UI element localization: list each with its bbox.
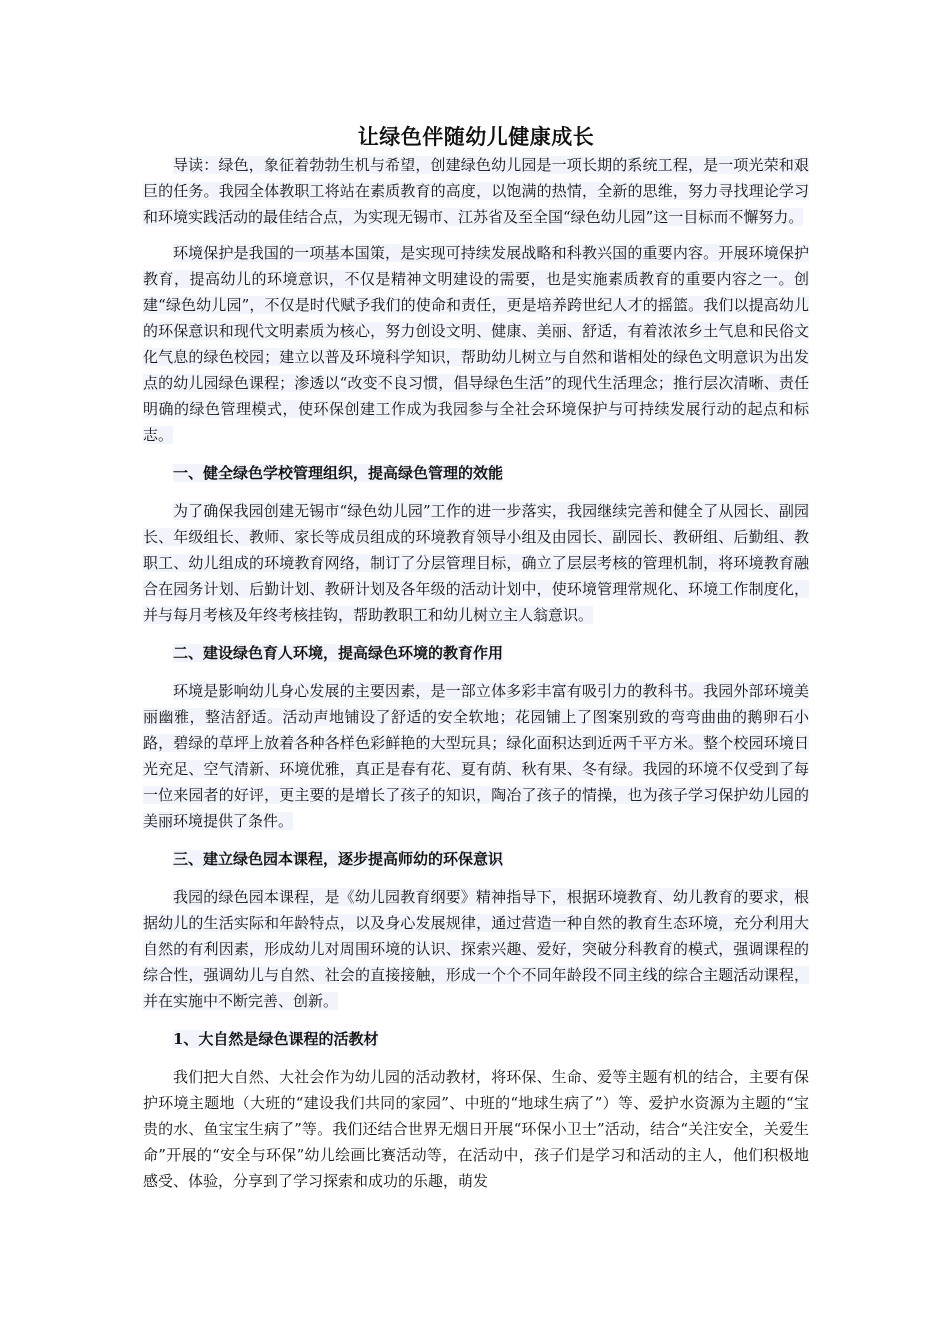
section-heading-4 (143, 1026, 809, 1052)
paragraph-2-text: 为了确保我园创建无锡市“绿色幼儿园”工作的进一步落实，我园继续完善和健全了从园长、副园长、年级组长、教师、家长等成员组成的环境教育领导小组及由园长、副园长、教研组、后勤组、教职工、幼儿组成的环境教育网络，制订了分层管理目标，确立了层层考核的管理机制，将环境教育融合在园务计划、后勤计划、教研计划及各年级的活动计划中，使环境管理常规化、环境工作制度化，并与每月考核及年终考核挂钩，帮助教职工和幼儿树立主人翁意识。 (143, 502, 809, 624)
paragraph-4 (143, 884, 809, 1014)
paragraph-3-text: 环境是影响幼儿身心发展的主要因素，是一部立体多彩丰富有吸引力的教科书。我园外部环境美丽幽雅，整洁舒适。活动声地铺设了舒适的安全软地；花园铺上了图案别致的弯弯曲曲的鹅卵石小路，碧绿的草坪上放着各种各样色彩鲜艳的大型玩具；绿化面积达到近两千平方米。整个校园环境日光充足、空气清新、环境优雅，真正是春有花、夏有荫、秋有果、冬有绿。我园的环境不仅受到了每一位来园者的好评，更主要的是增长了孩子的知识，陶冶了孩子的情操，也为孩子学习保护幼儿园的美丽环境提供了条件。 (143, 682, 809, 830)
section-heading-1 (143, 460, 809, 486)
paragraph-3 (143, 678, 809, 834)
section-heading-4-text: 1、大自然是绿色课程的活教材 (173, 1030, 379, 1048)
document-title: 让绿色伴随幼儿健康成长 (357, 124, 595, 149)
paragraph-2 (143, 498, 809, 628)
paragraph-1 (143, 240, 809, 448)
paragraph-4-text: 我园的绿色园本课程，是《幼儿园教育纲要》精神指导下，根据环境教育、幼儿教育的要求，根据幼儿的生活实际和年龄特点，以及身心发展规律，通过营造一种自然的教育生态环境，充分利用大自然的有利因素，形成幼儿对周围环境的认识、探索兴趣、爱好，突破分科教育的模式，强调课程的综合性，强调幼儿与自然、社会的直接接触，形成一个个不同年龄段不同主线的综合主题活动课程，并在实施中不断完善、创新。 (143, 888, 809, 1010)
section-heading-3-text: 三、建立绿色园本课程，逐步提高师幼的环保意识 (173, 850, 504, 868)
section-heading-3 (143, 846, 809, 872)
intro-paragraph (143, 152, 809, 230)
paragraph-5 (143, 1064, 809, 1194)
intro-text: 导读：绿色，象征着勃勃生机与希望，创建绿色幼儿园是一项长期的系统工程，是一项光荣和艰巨的任务。我园全体教职工将站在素质教育的高度，以饱满的热情，全新的思维，努力寻找理论学习和环境实践活动的最佳结合点，为实现无锡市、江苏省及至全国“绿色幼儿园”这一目标而不懈努力。 (143, 156, 809, 226)
section-heading-2-text: 二、建设绿色育人环境，提高绿色环境的教育作用 (173, 644, 504, 662)
section-heading-1-text: 一、健全绿色学校管理组织，提高绿色管理的效能 (173, 464, 504, 482)
paragraph-5-text: 我们把大自然、大社会作为幼儿园的活动教材，将环保、生命、爱等主题有机的结合，主要有保护环境主题地（大班的“建设我们共同的家园”、中班的“地球生病了”）等、爱护水资源为主题的“宝贵的水、鱼宝宝生病了”等。我们还结合世界无烟日开展“环保小卫士”活动，结合“关注安全，关爱生命”开展的“安全与环保”幼儿绘画比赛活动等，在活动中，孩子们是学习和活动的主人，他们积极地感受、体验，分享到了学习探索和成功的乐趣，萌发 (143, 1068, 809, 1190)
section-heading-2 (143, 640, 809, 666)
paragraph-1-text: 环境保护是我国的一项基本国策，是实现可持续发展战略和科教兴国的重要内容。开展环境保护教育，提高幼儿的环境意识，不仅是精神文明建设的需要，也是实施素质教育的重要内容之一。创建“绿色幼儿园”，不仅是时代赋予我们的使命和责任，更是培养跨世纪人才的摇篮。我们以提高幼儿的环保意识和现代文明素质为核心，努力创设文明、健康、美丽、舒适，有着浓浓乡土气息和民俗文化气息的绿色校园；建立以普及环境科学知识，帮助幼儿树立与自然和谐相处的绿色文明意识为出发点的幼儿园绿色课程；渗透以“改变不良习惯，倡导绿色生活”的现代生活理念；推行层次清晰、责任明确的绿色管理模式，使环保创建工作成为我园参与全社会环境保护与可持续发展行动的起点和标志。 (143, 244, 809, 444)
document-body (143, 122, 809, 1206)
